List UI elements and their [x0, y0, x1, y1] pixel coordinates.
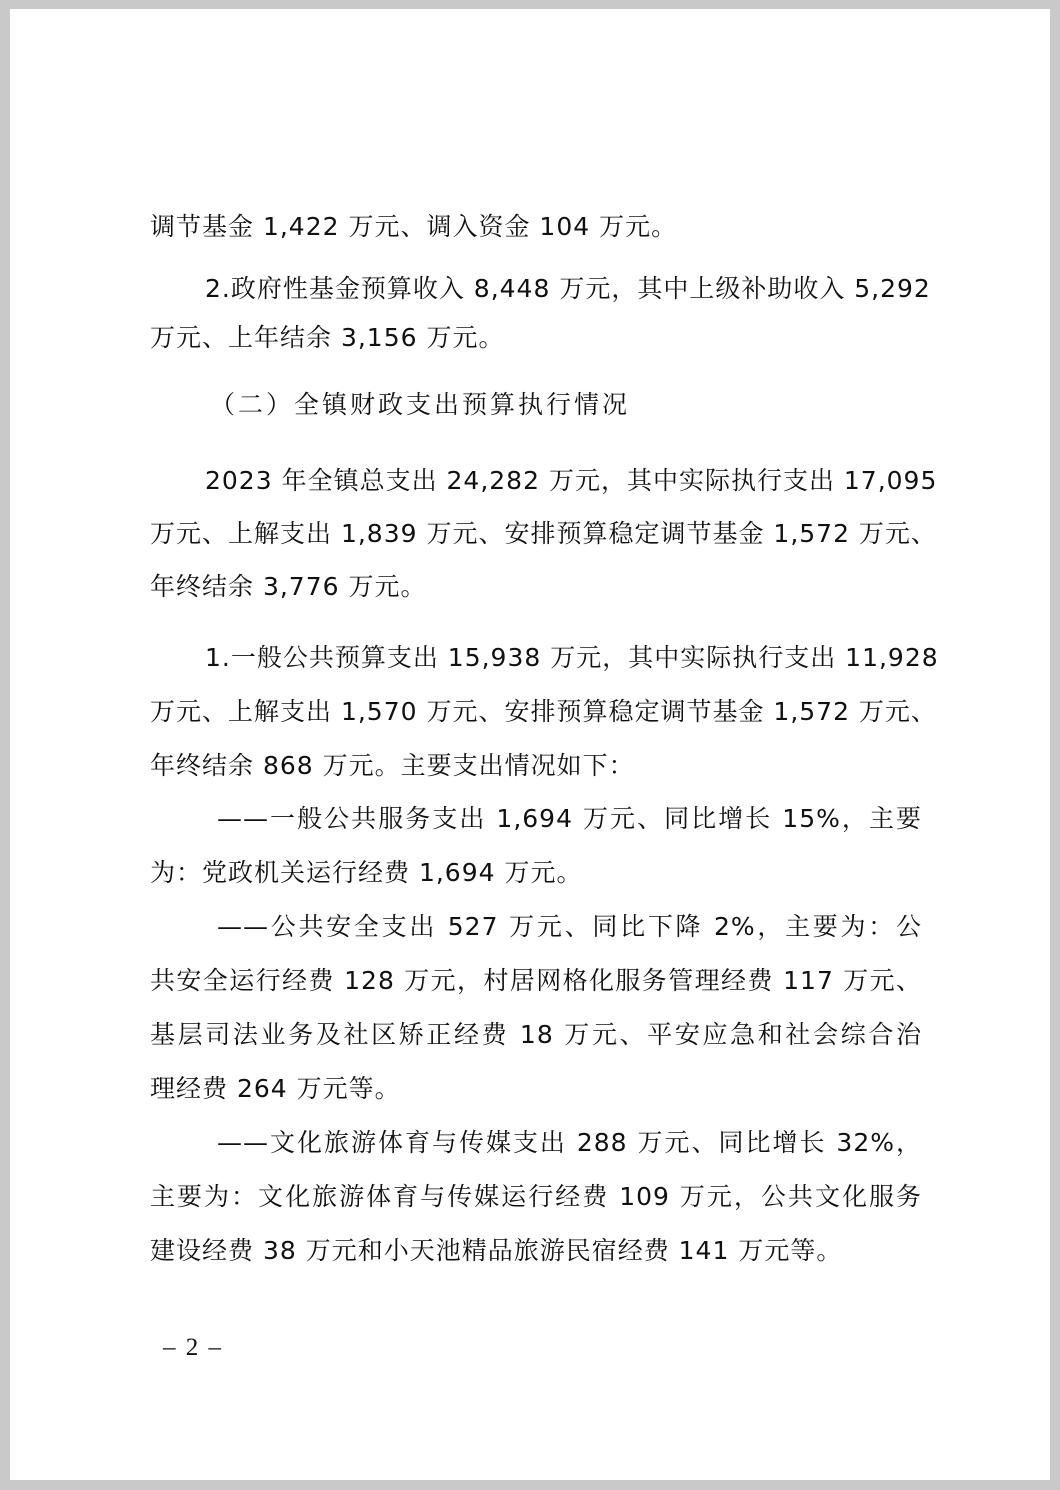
section-heading: （二）全镇财政支出预算执行情况	[210, 390, 631, 419]
paragraph-line-15: 基层司法业务及社区矫正经费 18 万元、平安应急和社会综合治	[150, 1020, 922, 1049]
paragraph-line-17: ——文化旅游体育与传媒支出 288 万元、同比增长 32%，	[217, 1128, 922, 1157]
paragraph-line-9: 万元、上解支出 1,570 万元、安排预算稳定调节基金 1,572 万元、	[150, 697, 937, 726]
page-number: – 2 –	[163, 1334, 223, 1361]
paragraph-line-6: 万元、上解支出 1,839 万元、安排预算稳定调节基金 1,572 万元、	[150, 519, 937, 548]
paragraph-line-18: 主要为：文化旅游体育与传媒运行经费 109 万元，公共文化服务	[150, 1182, 922, 1211]
paragraph-line-5: 2023 年全镇总支出 24,282 万元，其中实际执行支出 17,095	[205, 466, 938, 495]
paragraph-line-16: 理经费 264 万元等。	[150, 1074, 401, 1103]
paragraph-line-2: 2.政府性基金预算收入 8,448 万元，其中上级补助收入 5,292	[205, 274, 931, 303]
paragraph-line-19: 建设经费 38 万元和小天池精品旅游民宿经费 141 万元等。	[150, 1236, 843, 1265]
paragraph-line-7: 年终结余 3,776 万元。	[150, 572, 427, 601]
paragraph-line-11: ——一般公共服务支出 1,694 万元、同比增长 15%，主要	[217, 804, 922, 833]
paragraph-line-8: 1.一般公共预算支出 15,938 万元，其中实际执行支出 11,928	[205, 643, 939, 672]
paragraph-line-12: 为：党政机关运行经费 1,694 万元。	[150, 858, 583, 887]
document-page	[10, 9, 1050, 1480]
paragraph-line-3: 万元、上年结余 3,156 万元。	[150, 323, 505, 352]
paragraph-line-14: 共安全运行经费 128 万元，村居网格化服务管理经费 117 万元、	[150, 966, 922, 995]
paragraph-line-10: 年终结余 868 万元。主要支出情况如下：	[150, 751, 635, 780]
paragraph-line-1: 调节基金 1,422 万元、调入资金 104 万元。	[150, 212, 678, 241]
paragraph-line-13: ——公共安全支出 527 万元、同比下降 2%，主要为：公	[217, 912, 922, 941]
